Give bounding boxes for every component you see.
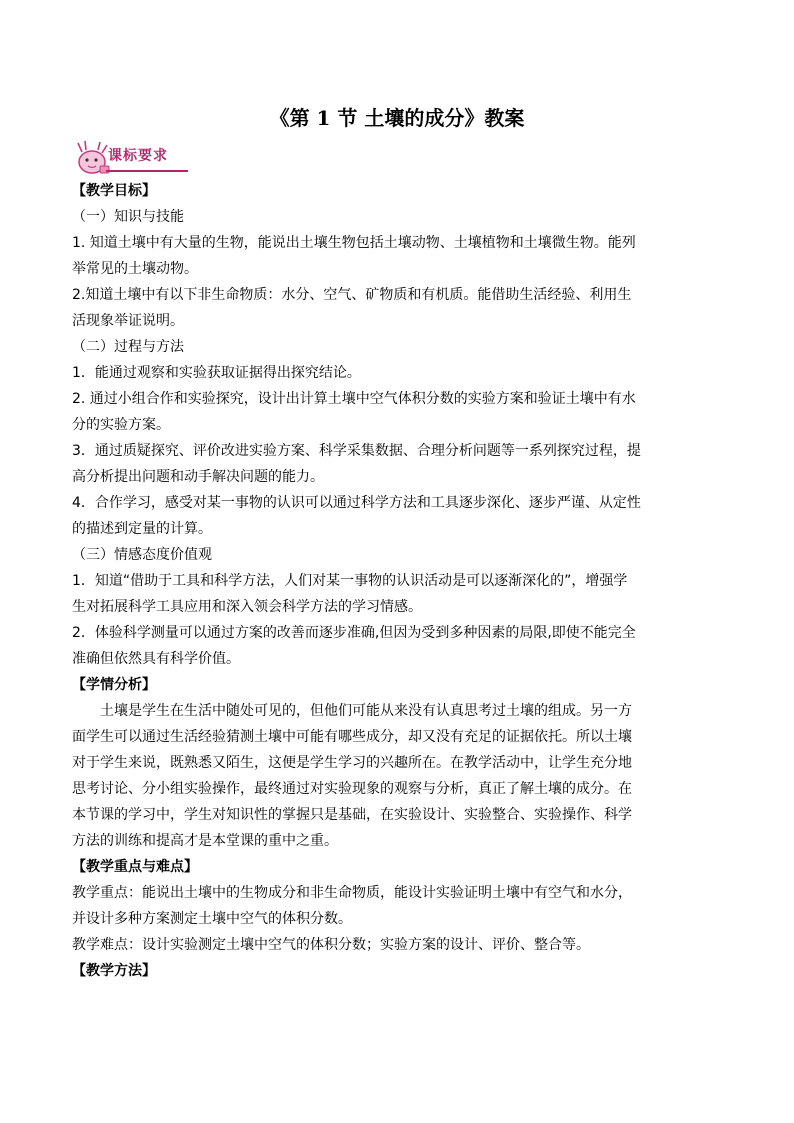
- paragraph-line: 方法的训练和提高才是本堂课的重中之重。: [72, 833, 338, 849]
- paragraph-line: 1. 知道土壤中有大量的生物，能说出土壤生物包括土壤动物、土壤植物和土壤微生物。能列: [72, 235, 636, 251]
- page-title: 《第 1 节 土壤的成分》教案: [269, 106, 525, 130]
- paragraph-line: 对于学生来说，既熟悉又陌生，这便是学生学习的兴趣所在。在教学活动中，让学生充分地: [72, 755, 632, 771]
- badge-label: 课标要求: [108, 148, 168, 164]
- paragraph-line: 2.知道土壤中有以下非生命物质：水分、空气、矿物质和有机质。能借助生活经验、利用生: [72, 287, 632, 303]
- section-heading: 【学情分析】: [72, 677, 156, 693]
- subsection-heading: （二）过程与方法: [72, 339, 184, 355]
- paragraph-line: 活现象举证说明。: [72, 313, 184, 329]
- paragraph-line: 2. 通过小组合作和实验探究，设计出计算土壤中空气体积分数的实验方案和验证土壤中有水: [72, 391, 636, 407]
- paragraph-line: 1．能通过观察和实验获取证据得出探究结论。: [72, 365, 361, 381]
- paragraph-line: 举常见的土壤动物。: [72, 261, 198, 277]
- paragraph-line: 思考讨论、分小组实验操作，最终通过对实验现象的观察与分析，真正了解土壤的成分。在: [72, 781, 632, 797]
- paragraph-line: 1．知道“借助于工具和科学方法，人们对某一事物的认识活动是可以逐渐深化的”，增强学: [72, 573, 628, 589]
- paragraph-line: 教学难点：设计实验测定土壤中空气的体积分数；实验方案的设计、评价、整合等。: [72, 937, 590, 953]
- paragraph-line: 教学重点：能说出土壤中的生物成分和非生命物质，能设计实验证明土壤中有空气和水分，: [72, 885, 632, 901]
- paragraph-line: 高分析提出问题和动手解决问题的能力。: [72, 469, 324, 485]
- paragraph-line: 土壤是学生在生活中随处可见的，但他们可能从来没有认真思考过土壤的组成。另一方: [100, 703, 632, 719]
- paragraph-line: 3．通过质疑探究、评价改进实验方案、科学采集数据、合理分析问题等一系列探究过程，提: [72, 443, 641, 459]
- paragraph-line: 2．体验科学测量可以通过方案的改善而逐步准确,但因为受到多种因素的局限,即使不能完全: [72, 625, 636, 641]
- paragraph-line: 的描述到定量的计算。: [72, 521, 212, 537]
- section-badge: [72, 140, 190, 176]
- section-heading: 【教学方法】: [72, 963, 156, 979]
- paragraph-line: 生对拓展科学工具应用和深入领会科学方法的学习情感。: [72, 599, 422, 615]
- paragraph-line: 4．合作学习，感受对某一事物的认识可以通过科学方法和工具逐步深化、逐步严谨、从定性: [72, 495, 641, 511]
- document-body: [72, 178, 722, 984]
- section-heading: 【教学目标】: [72, 183, 156, 199]
- paragraph-line: 分的实验方案。: [72, 417, 170, 433]
- paragraph-line: 准确但依然具有科学价值。: [72, 651, 240, 667]
- paragraph-line: 面学生可以通过生活经验猜测土壤中可能有哪些成分，却又没有充足的证据依托。所以土壤: [72, 729, 632, 745]
- paragraph-line: 本节课的学习中，学生对知识性的掌握只是基础，在实验设计、实验整合、实验操作、科学: [72, 807, 632, 823]
- section-heading: 【教学重点与难点】: [72, 859, 198, 875]
- badge-underline: [106, 170, 188, 172]
- paragraph-line: 并设计多种方案测定土壤中空气的体积分数。: [72, 911, 352, 927]
- subsection-heading: （三）情感态度价值观: [72, 547, 212, 563]
- subsection-heading: （一）知识与技能: [72, 209, 184, 225]
